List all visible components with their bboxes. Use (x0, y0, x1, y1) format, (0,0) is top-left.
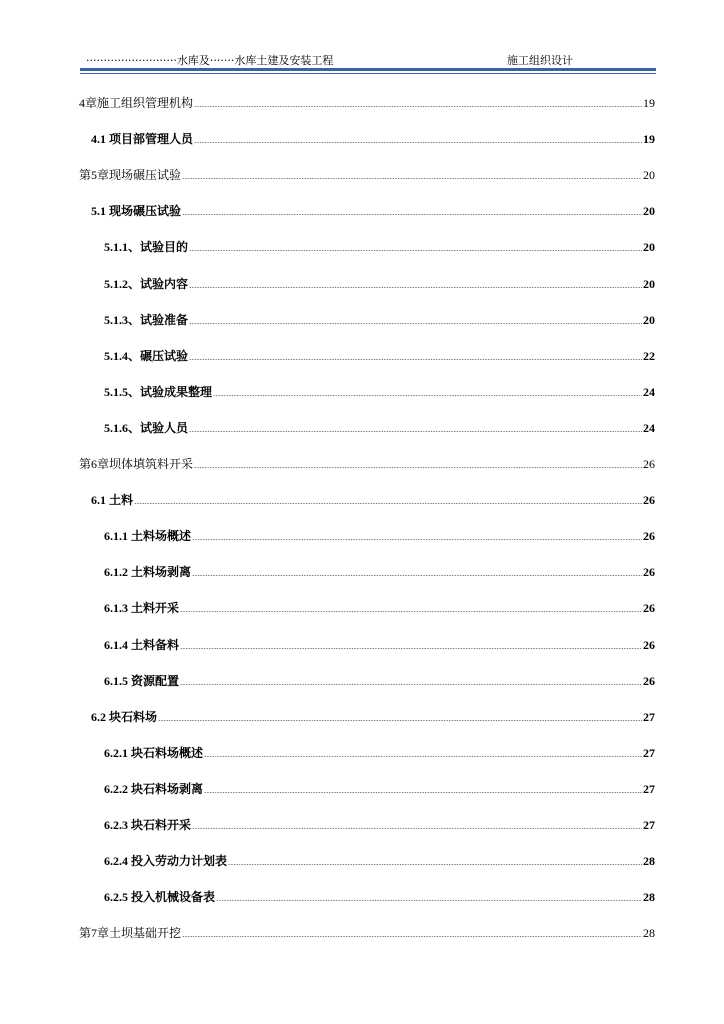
toc-dot-leader (134, 503, 642, 504)
toc-dot-leader (194, 467, 642, 468)
toc-dot-leader (192, 575, 642, 576)
toc-entry[interactable] (79, 271, 655, 291)
toc-dot-leader (189, 287, 642, 288)
toc-entry-page-number: 26 (643, 673, 655, 688)
toc-entry[interactable] (79, 162, 655, 182)
toc-entry-title: 6.2.4 投入劳动力计划表 (104, 854, 228, 869)
toc-entry-page-number: 20 (643, 204, 655, 219)
toc-entry[interactable] (79, 234, 655, 254)
toc-entry-page-number: 28 (643, 890, 655, 905)
toc-entry[interactable] (79, 487, 655, 507)
toc-entry-title: 4章施工组织管理机构 (79, 96, 194, 110)
toc-entry-page-number: 27 (643, 709, 655, 724)
toc-entry-title: 5.1.6、试验人员 (104, 420, 189, 435)
toc-entry[interactable] (79, 920, 655, 940)
toc-dot-leader (194, 142, 642, 143)
toc-entry[interactable] (79, 379, 655, 399)
toc-dot-leader (189, 359, 642, 360)
toc-entry-page-number: 24 (643, 420, 655, 435)
toc-entry[interactable] (79, 415, 655, 435)
toc-entry-title: 5.1.3、试验准备 (104, 312, 189, 327)
toc-entry[interactable] (79, 126, 655, 146)
toc-entry-title: 5.1.2、试验内容 (104, 276, 189, 291)
toc-dot-leader (189, 323, 642, 324)
toc-dot-leader (158, 720, 642, 721)
toc-entry[interactable] (79, 559, 655, 579)
toc-entry-page-number: 20 (643, 276, 655, 291)
toc-entry-page-number: 27 (643, 781, 655, 796)
toc-entry-title: 6.2.3 块石料开采 (104, 818, 192, 832)
toc-dot-leader (180, 648, 642, 649)
toc-dot-leader (180, 684, 642, 685)
toc-entry-page-number: 28 (643, 854, 655, 869)
toc-dot-leader (194, 106, 642, 107)
toc-dot-leader (204, 756, 642, 757)
header-rule-thick (80, 68, 656, 71)
toc-entry[interactable] (79, 668, 655, 688)
toc-entry-title: 6.1.5 资源配置 (104, 673, 180, 688)
header-project-title: ··························水库及·······水库土建及安装工程 (86, 54, 334, 67)
toc-dot-leader (228, 864, 642, 865)
toc-entry-page-number: 26 (643, 493, 655, 508)
toc-entry-page-number: 26 (643, 457, 655, 471)
toc-entry-page-number: 26 (643, 601, 655, 616)
toc-entry[interactable] (79, 595, 655, 615)
toc-entry[interactable] (79, 812, 655, 832)
toc-entry-title: 6.2.1 块石料场概述 (104, 745, 204, 760)
toc-dot-leader (189, 431, 642, 432)
toc-entry-title: 第7章土坝基础开挖 (79, 926, 182, 941)
toc-entry-title: 6.2.2 块石料场剥离 (104, 781, 204, 796)
toc-entry[interactable] (79, 848, 655, 868)
toc-entry-page-number: 22 (643, 348, 655, 363)
toc-entry-page-number: 19 (643, 96, 655, 110)
toc-entry[interactable] (79, 740, 655, 760)
toc-dot-leader (182, 178, 642, 179)
toc-entry-title: 6.2 块石料场 (91, 709, 158, 724)
toc-entry-title: 6.1.2 土料场剥离 (104, 565, 192, 580)
toc-entry-title: 5.1.1、试验目的 (104, 240, 189, 255)
header-rule-thin (80, 73, 656, 74)
toc-entry[interactable] (79, 307, 655, 327)
toc-entry-page-number: 26 (643, 637, 655, 652)
toc-entry-title: 第6章坝体填筑料开采 (79, 457, 194, 471)
toc-entry-page-number: 19 (643, 132, 655, 147)
toc-entry-page-number: 24 (643, 384, 655, 399)
toc-entry-page-number: 27 (643, 745, 655, 760)
toc-dot-leader (192, 539, 642, 540)
toc-entry-title: 6.1.3 土料开采 (104, 601, 180, 616)
toc-entry-title: 5.1 现场碾压试验 (91, 204, 182, 219)
toc-entry[interactable] (79, 90, 655, 110)
toc-entry-title: 5.1.5、试验成果整理 (104, 384, 213, 399)
toc-entry[interactable] (79, 343, 655, 363)
toc-entry[interactable] (79, 198, 655, 218)
header-document-title: 施工组织设计 (507, 54, 573, 67)
toc-entry[interactable] (79, 523, 655, 543)
toc-entry-page-number: 20 (643, 312, 655, 327)
toc-entry[interactable] (79, 776, 655, 796)
toc-dot-leader (189, 250, 642, 251)
toc-entry-title: 第5章现场碾压试验 (79, 168, 182, 183)
toc-entry-page-number: 27 (643, 818, 655, 832)
toc-dot-leader (180, 611, 642, 612)
toc-dot-leader (182, 214, 642, 215)
page-header (80, 48, 656, 72)
toc-entry-title: 6.1.4 土料备料 (104, 637, 180, 652)
toc-entry[interactable] (79, 884, 655, 904)
toc-dot-leader (204, 792, 642, 793)
toc-entry-title: 4.1 项目部管理人员 (91, 132, 194, 147)
toc-entry-title: 6.1.1 土料场概述 (104, 529, 192, 544)
toc-dot-leader (182, 936, 642, 937)
toc-entry-page-number: 26 (643, 565, 655, 580)
toc-entry-page-number: 28 (643, 926, 655, 941)
toc-entry[interactable] (79, 451, 655, 471)
toc-entry-title: 6.2.5 投入机械设备表 (104, 890, 216, 905)
toc-dot-leader (192, 828, 642, 829)
toc-entry-page-number: 20 (643, 168, 655, 183)
toc-entry-title: 5.1.4、碾压试验 (104, 348, 189, 363)
toc-entry[interactable] (79, 704, 655, 724)
toc-entry-page-number: 26 (643, 529, 655, 544)
toc-entry[interactable] (79, 632, 655, 652)
toc-dot-leader (216, 900, 642, 901)
toc-entry-page-number: 20 (643, 240, 655, 255)
toc-dot-leader (213, 395, 642, 396)
toc-entry-title: 6.1 土料 (91, 493, 134, 508)
